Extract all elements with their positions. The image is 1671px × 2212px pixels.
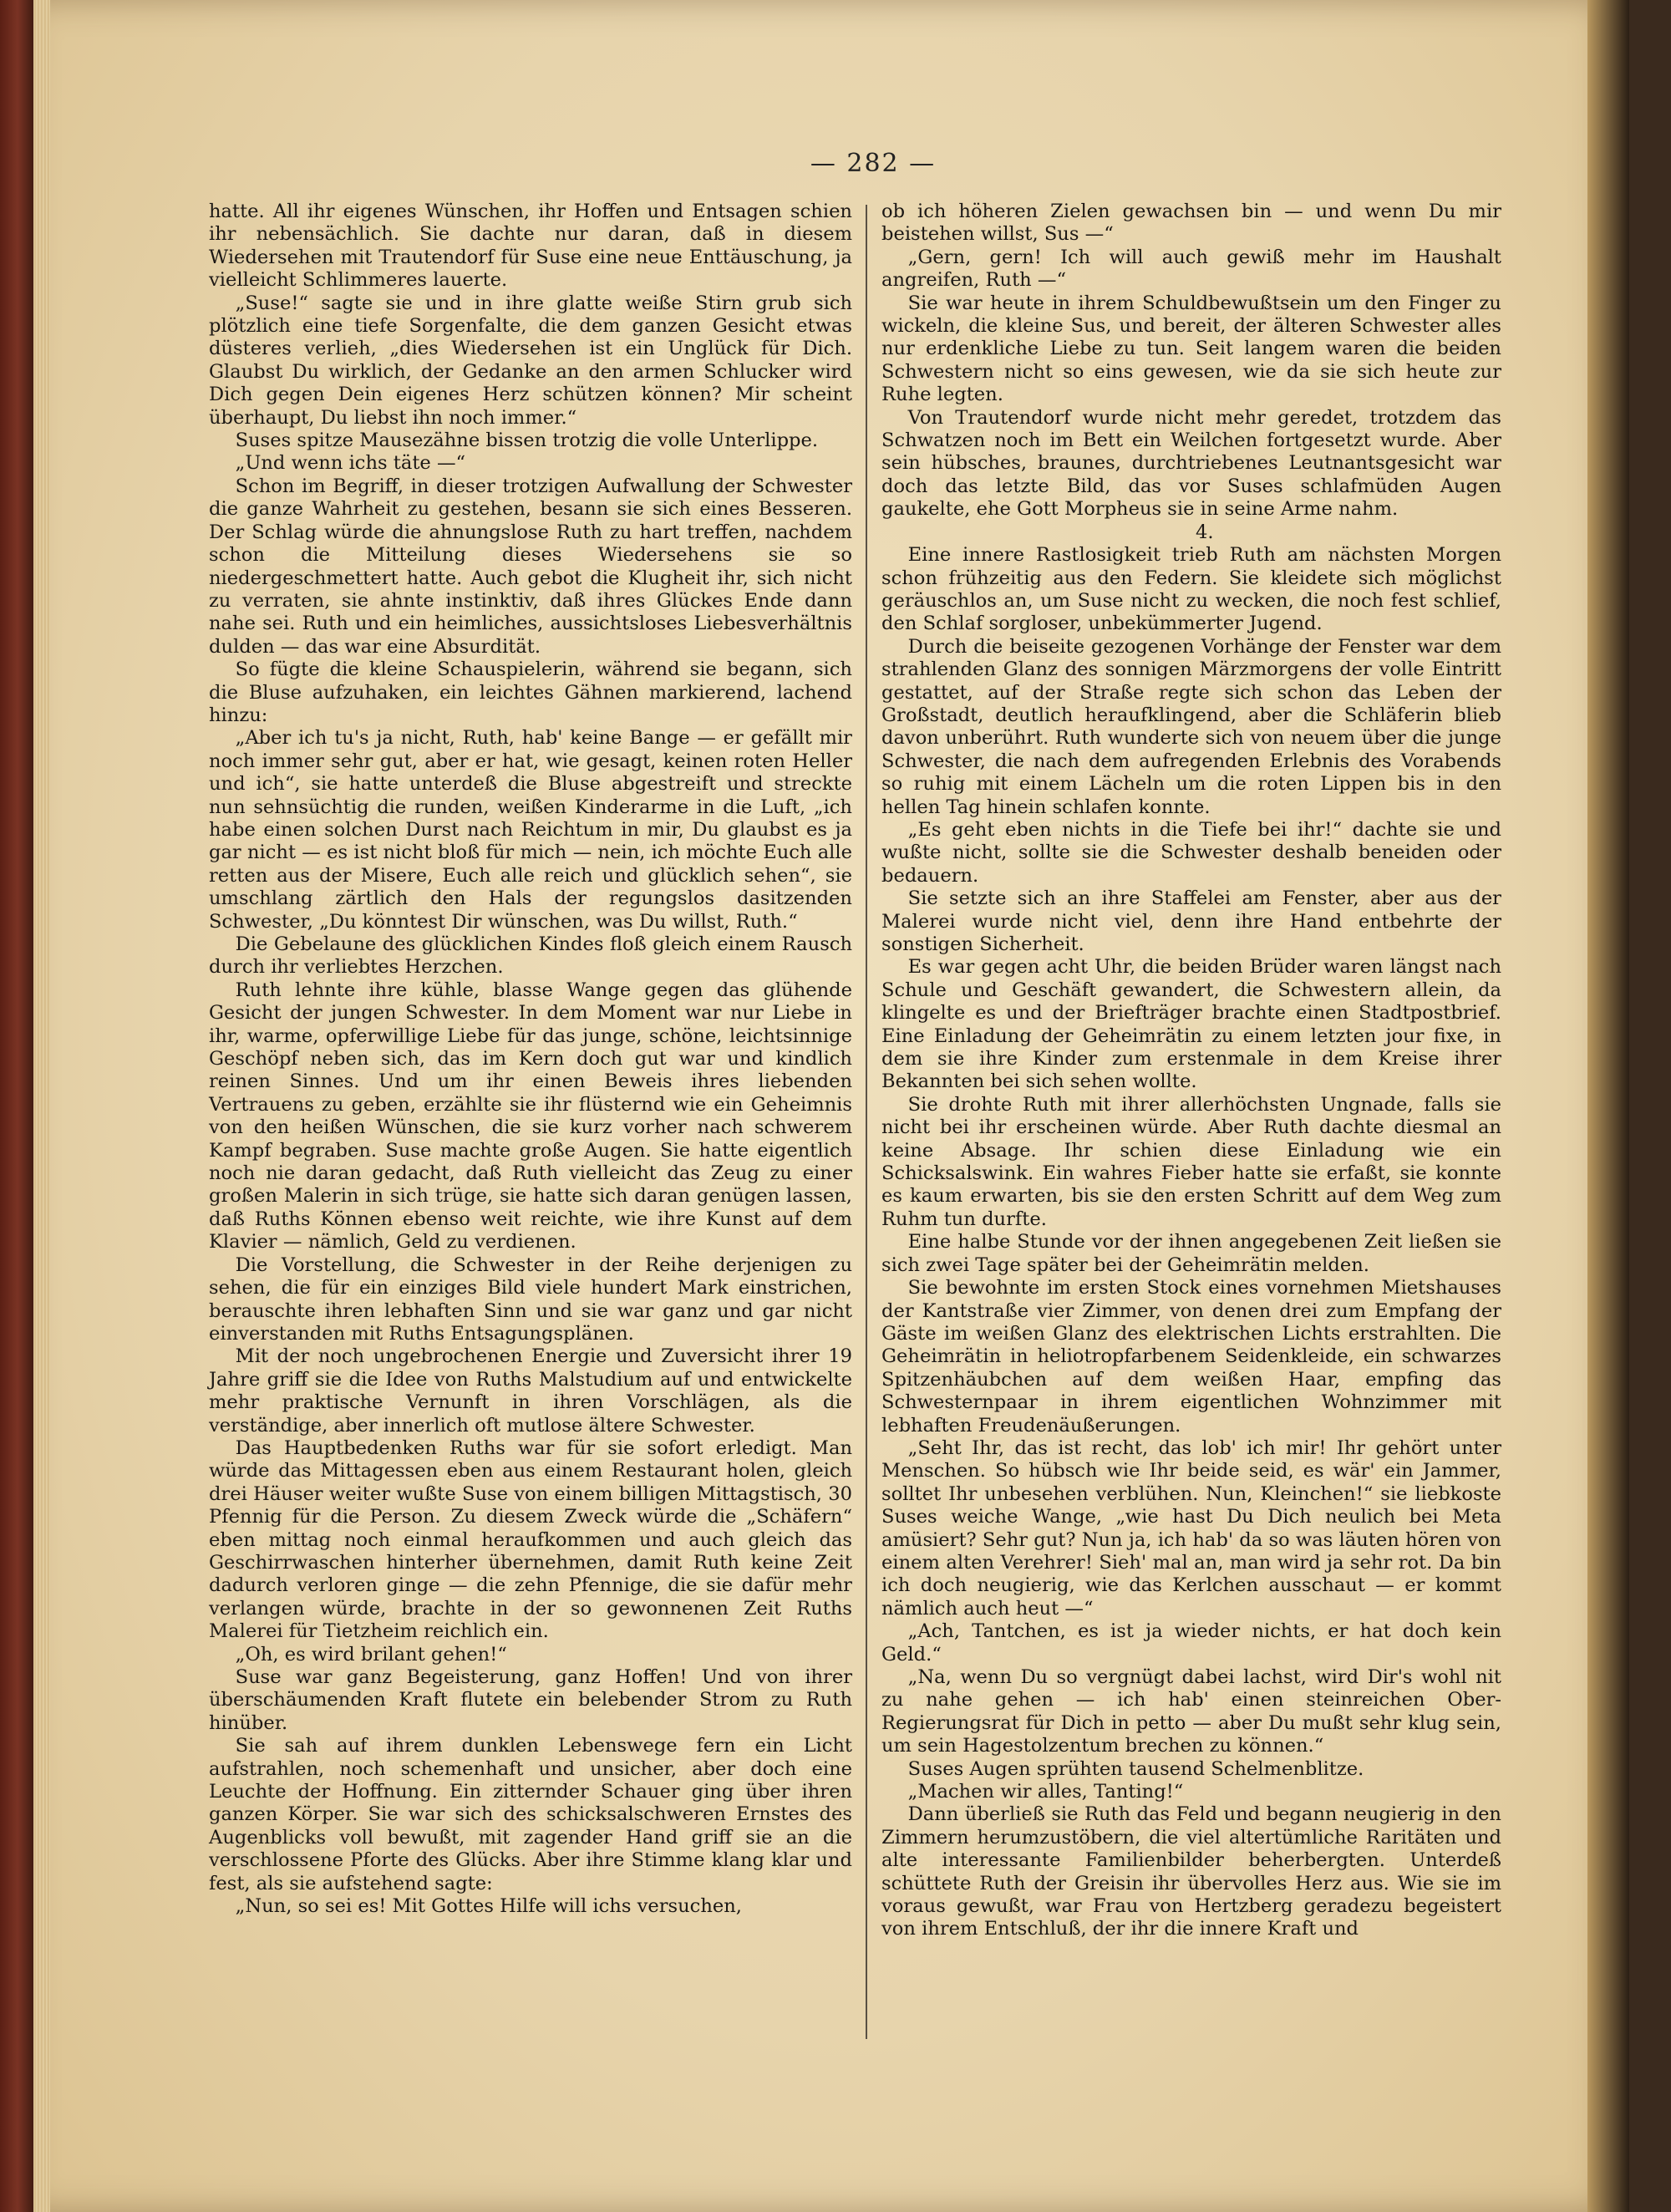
paragraph: „Suse!“ sagte sie und in ihre glatte weiße Stirn grub sich plötzlich eine tiefe Sorgenfalte, die dem ganzen Gesicht etwas düsteres verlieh, „dies Wiedersehen ist ein Unglück für Dich. Glaubst Du wirklich, der Gedanke an den armen Schlucker wird Dich gegen Dein eigenes Herz schützen können? Mir scheint überhaupt, Du liebst ihn noch immer.“ (209, 292, 852, 429)
paragraph: „Nun, so sei es! Mit Gottes Hilfe will ichs versuchen, (235, 1895, 742, 1918)
paragraph: Die Gebelaune des glücklichen Kindes floß gleich einem Rausch durch ihr verliebtes Herzchen. (209, 933, 852, 979)
paragraph: Das Hauptbedenken Ruths war für sie sofort erledigt. Man würde das Mittagessen eben aus einem Restaurant holen, gleich drei Häuser weiter wußte Suse von einem billigen Mittagstisch, 30 Pfennig für die Person. Zu diesem Zweck würde die „Schäfern“ eben mittag noch einmal heraufkommen und auch gleich das Geschirrwaschen hinterher übernehmen, damit Ruth keine Zeit dadurch verloren ginge — die zehn Pfennige, die sie dafür mehr verlangen würde, brachte in der so gewonnenen Zeit Ruths Malerei für Tietzheim reichlich ein. (209, 1437, 852, 1643)
paragraph: Durch die beiseite gezogenen Vorhänge der Fenster war dem strahlenden Glanz des sonnigen Märzmorgens der volle Eintritt gestattet, auf der Straße regte sich schon das Leben der Großstadt, deutlich heraufklingend, aber die Schläferin blieb davon unberührt. Ruth wunderte sich von neuem über die junge Schwester, die nach dem aufregenden Erlebnis des Vorabends so ruhig mit einem Lächeln um die roten Lippen bis in den hellen Tag hinein schlafen konnte. (881, 635, 1501, 818)
paragraph: So fügte die kleine Schauspielerin, während sie begann, sich die Bluse aufzuhaken, ein leichtes Gähnen markierend, lachend hinzu: (209, 659, 852, 726)
paragraph: Es war gegen acht Uhr, die beiden Brüder waren längst nach Schule und Geschäft gewandert, die Schwestern allein, da klingelte es und der Briefträger brachte einen Stadtpostbrief. Eine Einladung der Geheimrätin zu einem letzten jour fixe, in dem sie ihre Kinder zum erstenmale in dem Kreise ihrer Bekannten bei sich sehen wollte. (881, 956, 1501, 1093)
paragraph: Die Vorstellung, die Schwester in der Reihe derjenigen zu sehen, die für ein einziges Bild viele hundert Mark einstrichen, berauschte ihren lebhaften Sinn und sie war ganz und gar nicht einverstanden mit Ruths Entsagungsplänen. (209, 1253, 852, 1345)
paragraph: Sie setzte sich an ihre Staffelei am Fenster, aber aus der Malerei wurde nicht viel, denn ihre Hand entbehrte der sonstigen Sicherheit. (881, 887, 1501, 955)
paragraph: Schon im Begriff, in dieser trotzigen Aufwallung der Schwester die ganze Wahrheit zu gestehen, besann sie sich eines Besseren. Der Schlag würde die ahnungslose Ruth zu hart treffen, nachdem schon die Mitteilung dieses Wiedersehens sie so niedergeschmettert hatte. Auch gebot die Klugheit ihr, sich nicht zu verraten, sie ahnte instinktiv, daß ihres Glückes Ende dann nahe sei. Ruth und ein heimliches, aussichtsloses Liebesverhältnis dulden — das war eine Absurdität. (209, 475, 852, 658)
paragraph: Dann überließ sie Ruth das Feld und begann neugierig in den Zimmern herumzustöbern, die viel altertümliche Raritäten und alte interessante Familienbilder beherbergten. Unterdeß schüttete Ruth der Greisin ihr übervolles Herz aus. Wie sie im voraus gewußt, war Frau von Hertzberg geradezu begeistert von ihrem Entschluß, der ihr die innere Kraft und (881, 1803, 1501, 1940)
page-number: — 282 — (810, 149, 937, 178)
paragraph: Sie sah auf ihrem dunklen Lebenswege fern ein Licht aufstrahlen, noch schemenhaft und unsicher, aber doch eine Leuchte der Hoffnung. Ein zitternder Schauer ging über ihren ganzen Körper. Sie war sich des schicksalschweren Ernstes des Augenblicks voll bewußt, mit zagender Hand griff sie an die verschlossene Pforte des Glücks. Aber ihre Stimme klang klar und fest, als sie aufstehend sagte: (209, 1735, 852, 1894)
paragraph: Suses spitze Mausezähne bissen trotzig die volle Unterlippe. (235, 430, 819, 452)
facing-page-edge (1587, 0, 1629, 2212)
paragraph: „Es geht eben nichts in die Tiefe bei ihr!“ dachte sie und wußte nicht, sollte sie die Schwester deshalb beneiden oder bedauern. (881, 818, 1501, 887)
right-column (881, 201, 1501, 1941)
paragraph: Suses Augen sprühten tausend Schelmenblitze. (907, 1757, 1364, 1780)
paragraph: Suse war ganz Begeisterung, ganz Hoffen! Und von ihrer überschäumenden Kraft flutete ein belebender Strom zu Ruth hinüber. (209, 1666, 852, 1734)
left-column (209, 201, 852, 1918)
paragraph: Eine halbe Stunde vor der ihnen angegebenen Zeit ließen sie sich zwei Tage später bei der Geheimrätin melden. (881, 1231, 1501, 1276)
paragraph: Sie drohte Ruth mit ihrer allerhöchsten Ungnade, falls sie nicht bei ihr erscheinen würde. Aber Ruth dachte diesmal an keine Absage. Ihr schien diese Einladung wie ein Schicksalswink. Ein wahres Fieber hatte sie erfaßt, sie konnte es kaum erwarten, bis sie den ersten Schritt auf dem Weg zum Ruhm tun durfte. (881, 1093, 1501, 1230)
paragraph: „Gern, gern! Ich will auch gewiß mehr im Haushalt angreifen, Ruth —“ (881, 246, 1501, 292)
paragraph: „Aber ich tu's ja nicht, Ruth, hab' keine Bange — er gefällt mir noch immer sehr gut, aber er hat, wie gesagt, keinen roten Heller und ich“, sie hatte unterdeß die Bluse abgestreift und streckte nun sehnsüchtig die runden, weißen Kinderarme in die Luft, „ich habe einen solchen Durst nach Reichtum in mir, Du glaubst es ja gar nicht — es ist nicht bloß für mich — nein, ich möchte Euch alle retten aus der Misere, Euch alle reich und glücklich sehen“, sie umschlang zärtlich den Hals der regungslos dasitzenden Schwester, „Du könntest Dir wünschen, was Du willst, Ruth.“ (209, 727, 852, 933)
paragraph: „Seht Ihr, das ist recht, das lob' ich mir! Ihr gehört unter Menschen. So hübsch wie Ihr beide seid, es wär' ein Jammer, solltet Ihr unbesehen verblühen. Nun, Kleinchen!“ sie liebkoste Suses weiche Wange, „wie hast Du Dich neulich bei Meta amüsiert? Sehr gut? Nun ja, ich hab' da so was läuten hören von einem alten Verehrer! Sieh' mal an, man wird ja sehr rot. Da bin ich doch neugierig, wie das Kerlchen ausschaut — er kommt nämlich auch heut —“ (881, 1437, 1501, 1620)
paragraph: Sie war heute in ihrem Schuldbewußtsein um den Finger zu wickeln, die kleine Sus, und bereit, der älteren Schwester alles nur erdenkliche Liebe zu tun. Seit langem waren die beiden Schwestern nicht so eins gewesen, wie da sie sich heute zur Ruhe legten. (881, 292, 1501, 406)
paragraph: Sie bewohnte im ersten Stock eines vornehmen Mietshauses der Kantstraße vier Zimmer, von denen drei zum Empfang der Gäste im weißen Glanz des elektrischen Lichts erstrahlten. Die Geheimrätin in heliotropfarbenem Seidenkleide, ein schwarzes Spitzenhäubchen auf dem weißen Haar, empfing das Schwesternpaar in ihrem eigentlichen Wohnzimmer mit lebhaften Freudenäußerungen. (881, 1277, 1501, 1437)
column-divider (866, 205, 867, 2039)
paragraph: Mit der noch ungebrochenen Energie und Zuversicht ihrer 19 Jahre griff sie die Idee von Ruths Malstudium auf und entwickelte mehr praktische Vernunft in ihren Vorschlägen, als die verständige, aber innerlich oft mutlose ältere Schwester. (209, 1345, 852, 1437)
paragraph: Von Trautendorf wurde nicht mehr geredet, trotzdem das Schwatzen noch im Bett ein Weilchen fortgesetzt wurde. Aber sein hübsches, braunes, durchtriebenes Leutnantsgesicht war doch das letzte Bild, das vor Suses schlafmüden Augen gaukelte, ehe Gott Morpheus sie in seine Arme nahm. (881, 406, 1501, 521)
paragraph: hatte. All ihr eigenes Wünschen, ihr Hoffen und Entsagen schien ihr nebensächlich. Sie dachte nur daran, daß in diesem Wiedersehen mit Trautendorf für Suse eine neue Enttäuschung, ja vielleicht Schlimmeres lauerte. (209, 201, 852, 292)
paragraph: „Na, wenn Du so vergnügt dabei lachst, wird Dir's wohl nit zu nahe gehen — ich hab' einen steinreichen Ober-Regierungsrat für Dich in petto — aber Du mußt sehr klug sein, um sein Hagestolzentum brechen zu können.“ (881, 1666, 1501, 1757)
paragraph: „Oh, es wird brilant gehen!“ (235, 1643, 507, 1665)
section-number: 4. (1196, 521, 1214, 543)
paragraph: „Machen wir alles, Tanting!“ (907, 1781, 1184, 1803)
paragraph: „Und wenn ichs täte —“ (235, 452, 466, 475)
paragraph: ob ich höheren Zielen gewachsen bin — und wenn Du mir beistehen willst, Sus —“ (881, 201, 1501, 246)
paragraph: Ruth lehnte ihre kühle, blasse Wange gegen das glühende Gesicht der jungen Schwester. In dem Moment war nur Liebe in ihr, warme, opferwillige Liebe für das junge, schöne, leichtsinnige Geschöpf neben sich, das im Kern doch gut war und kindlich reinen Sinnes. Und um ihr einen Beweis ihres liebenden Vertrauens zu geben, erzählte sie ihr flüsternd wie ein Geheimnis von den heißen Wünschen, die sie kurz vorher nach schwerem Kampf begraben. Suse machte große Augen. Sie hatte eigentlich noch nie daran gedacht, daß Ruth vielleicht das Zeug zu einer großen Malerin in sich trüge, sie hatte sich daran genügen lassen, daß Ruths Können ebenso weit reichte, wie ihre Kunst auf dem Klavier — nämlich, Geld zu verdienen. (209, 979, 852, 1253)
paragraph: Eine innere Rastlosigkeit trieb Ruth am nächsten Morgen schon frühzeitig aus den Federn. Sie kleidete sich möglichst geräuschlos an, um Suse nicht zu wecken, die noch fest schlief, den Schlaf sorgloser, unbekümmerter Jugend. (881, 544, 1501, 635)
paragraph: „Ach, Tantchen, es ist ja wieder nichts, er hat doch kein Geld.“ (881, 1620, 1501, 1665)
